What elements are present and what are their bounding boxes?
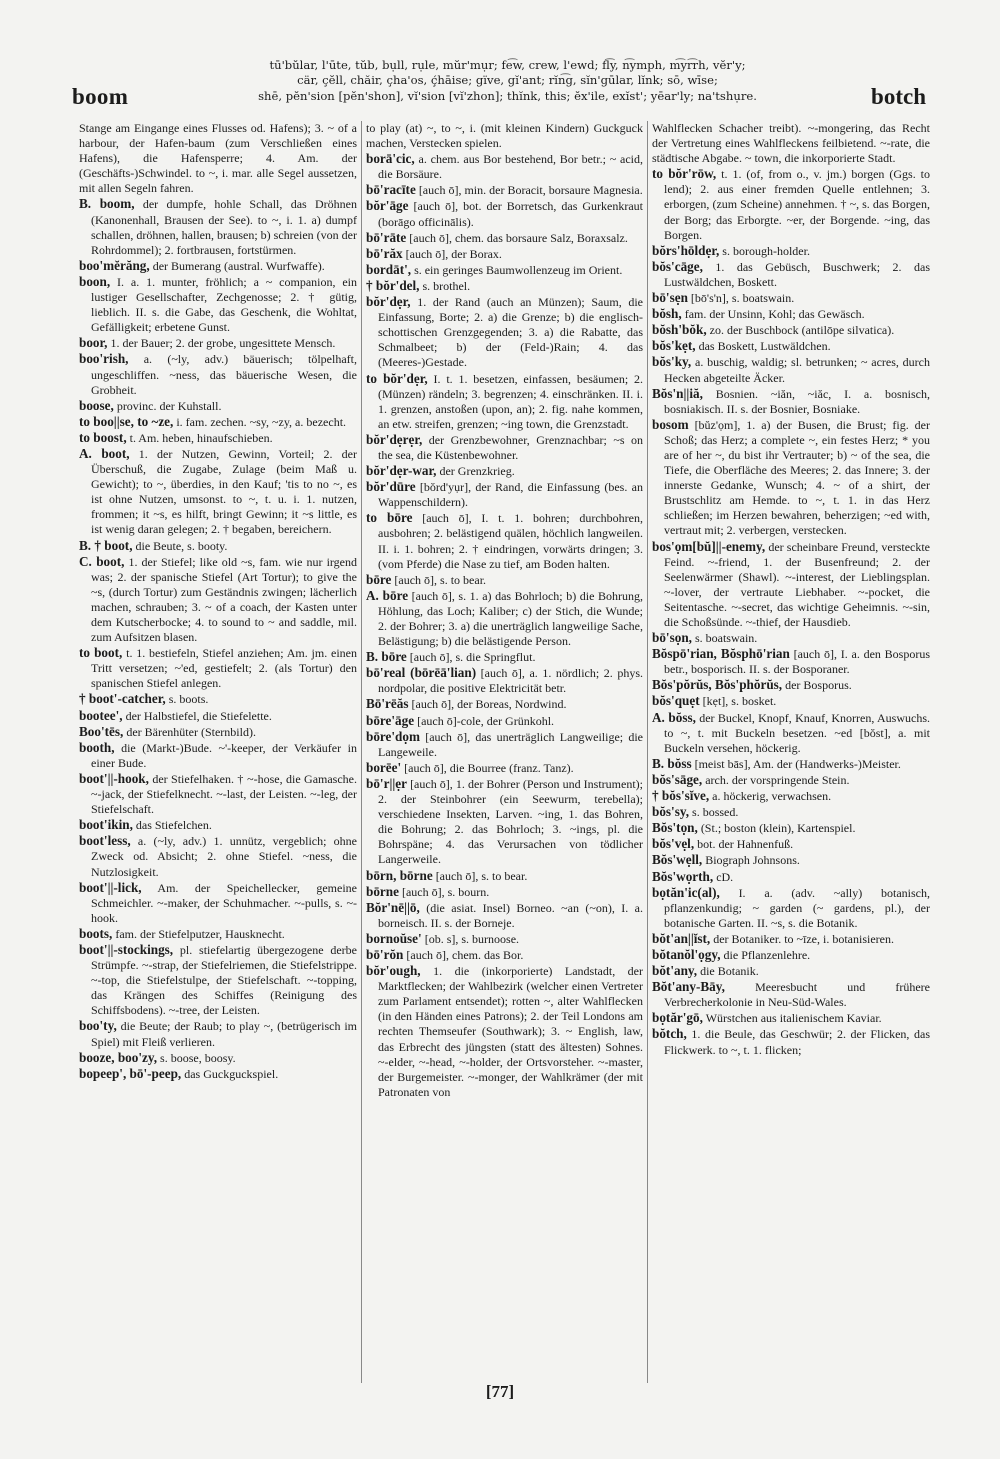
dictionary-entry — [79, 771, 357, 817]
dictionary-entry — [652, 931, 930, 947]
dictionary-entry — [79, 430, 357, 446]
entry-headword: bŏs'sy, — [652, 804, 690, 820]
entry-definition: arch. der vorspringende Stein. — [705, 772, 850, 787]
entry-headword: boo'mĕrăng, — [79, 257, 150, 273]
dictionary-entry — [79, 724, 357, 740]
dictionary-entry — [366, 432, 643, 463]
entry-headword: A. bŏss, — [652, 709, 696, 725]
entry-definition: der Buckel, Knopf, Knauf, Knorren, Auswuchs. to ~, t. mit Buckeln besetzen. ~ed [bŏst], a. mit Buckeln versehen, höckerig. — [664, 710, 930, 755]
entry-headword: Bŏs'tọn, — [652, 820, 698, 836]
dictionary-entry — [652, 820, 930, 836]
entry-headword: bŏs'cāge, — [652, 258, 703, 274]
dictionary-entry — [652, 1010, 930, 1026]
entry-headword: boon, — [79, 273, 111, 289]
dictionary-entry — [652, 710, 930, 756]
dictionary-entry — [652, 885, 930, 931]
entry-definition: provinc. der Kuhstall. — [116, 398, 222, 413]
dictionary-entry — [366, 760, 643, 776]
entry-definition: I. a. (adv. ~ally) botanisch, pflanzenkundig; ~ garden (~ gardens, pl.), der botanische Garten. II. ~s, s. die Botanik. — [664, 885, 930, 930]
entry-definition: 1. das Gebüsch, Buschwerk; 2. das Lustwäldchen, Boskett. — [664, 259, 930, 289]
guide-word-right: botch — [871, 84, 926, 109]
entry-definition: [ob. s], s. burnoose. — [424, 931, 520, 946]
dictionary-entry — [652, 693, 930, 709]
entry-headword: boo'rish, — [79, 351, 129, 367]
entry-definition: [auch ō], der Boreas, Nordwind. — [411, 697, 567, 712]
dictionary-entry — [652, 646, 930, 677]
entry-headword: boots, — [79, 925, 113, 941]
dictionary-entry — [652, 836, 930, 852]
dictionary-entry — [366, 572, 643, 588]
entry-headword: bō'răx — [366, 245, 403, 261]
entry-definition: [auch ō], der Borax. — [405, 246, 502, 261]
dictionary-entry — [652, 869, 930, 885]
entry-headword: to bōre — [366, 510, 413, 526]
entry-definition: der dumpfe, hohle Schall, das Dröhnen (Kanonenhall, Brausen der See). to ~, i. 1. a) dumpf schallen, dröhnen, hallen, brausen; b) schreien (von der Rohrdommel); 2. fortbrausen, fortstürmen. — [91, 197, 357, 257]
entry-definition: a. (~ly, adv.) 1. unnütz, vergeblich; ohne Zweck od. Absicht; 2. ohne Stiefel. ~ness, die Nutzlosigkeit. — [91, 834, 357, 879]
entry-definition: t. 1. (of, from o., v. jm.) borgen (Ggs. to lend); 2. aus einer fremden Quelle entlehnen; 3. erborgen, (zum Scheine) annehmen. † ~, s. das Borgen, der Borg; das Erborgte. ~er, der Borgende. ~ing, das Borgen. — [664, 167, 930, 242]
entry-headword: bō'sọn, — [652, 630, 692, 646]
entry-headword: B. † boot, — [79, 537, 133, 553]
guide-word-left: boom — [72, 84, 129, 109]
entry-headword: Bŏs'pŏrŭs, Bŏs'phŏrŭs, — [652, 677, 783, 693]
dictionary-entry — [79, 1066, 357, 1082]
entry-definition: s. brothel. — [422, 278, 471, 293]
dictionary-entry — [366, 262, 643, 278]
entry-headword: bŏr'dẹr-war, — [366, 463, 437, 479]
entry-headword: bootee', — [79, 707, 123, 723]
entry-headword: boot'ikin, — [79, 817, 133, 833]
dictionary-entry — [366, 151, 643, 182]
column-3 — [647, 121, 930, 1383]
dictionary-entry — [79, 833, 357, 879]
entry-headword: bŏr'dẹrẹr, — [366, 431, 423, 447]
entry-definition: fam. der Stiefelputzer, Hausknecht. — [115, 926, 285, 941]
entry-headword: bō'rāte — [366, 229, 407, 245]
dictionary-entry — [79, 446, 357, 538]
dictionary-entry — [366, 182, 643, 198]
dictionary-entry — [366, 947, 643, 963]
entry-definition: [auch ō], s. bourn. — [401, 884, 490, 899]
entry-definition: s. borough-holder. — [722, 243, 810, 258]
entry-headword: to boo||se, to ~ze, — [79, 413, 174, 429]
dictionary-entry — [366, 931, 643, 947]
entry-headword: Bŏs'n||iă, — [652, 385, 703, 401]
entry-headword: boor, — [79, 335, 108, 351]
dictionary-entry — [652, 166, 930, 242]
entry-definition: [meist bās], Am. der (Handwerks-)Meister. — [694, 756, 901, 771]
dictionary-entry — [366, 776, 643, 868]
dictionary-entry — [79, 274, 357, 335]
entry-definition: der Bumerang (austral. Wurfwaffe). — [152, 258, 325, 273]
entry-definition: [auch ō], a. 1. nördlich; 2. phys. nordpolar, die positive Elektricität betr. — [378, 666, 643, 696]
pronunciation-key-line: shē, pĕn'sion [pĕn'shon], vĭ'sion [vĭ'zhon]; thĭnk, this; ĕx'ile, exĭst'; yēar'ly; na'tshụre. — [258, 88, 757, 103]
entry-definition: der Grenzkrieg. — [439, 464, 515, 479]
entry-headword: bosom — [652, 416, 689, 432]
dictionary-entry — [366, 729, 643, 760]
entry-headword: borēe' — [366, 759, 402, 775]
dictionary-entry — [366, 884, 643, 900]
entry-definition: a. höckerig, verwachsen. — [712, 789, 832, 804]
entry-definition: [auch ō], die Bourree (franz. Tanz). — [404, 760, 574, 775]
dictionary-entry — [79, 1018, 357, 1049]
entry-definition: I. a. 1. munter, fröhlich; a ~ companion, ein lustiger Gesellschafter, Zechgenosse; 2. † gütig, lieblich. II. s. die Gabe, das Geschenk, die Wohltat, Gefälligkeit; erbetene Gunst. — [91, 274, 357, 335]
dictionary-entry — [652, 354, 930, 385]
dictionary-entry — [79, 645, 357, 691]
entry-definition: a. buschig, waldig; sl. betrunken; ~ acres, durch Hecken abgeteilte Äcker. — [664, 355, 930, 385]
entry-definition: zo. der Buschbock (antilōpe silvatica). — [709, 323, 895, 338]
entry-definition: die Pflanzenlehre. — [723, 947, 811, 962]
dictionary-entry — [366, 479, 643, 510]
entry-headword: bōre'āge — [366, 712, 415, 728]
dictionary-entry — [366, 963, 643, 1100]
entry-definition: Würstchen aus italienischem Kaviar. — [705, 1011, 882, 1026]
dictionary-entry — [79, 414, 357, 430]
dictionary-entry — [366, 588, 643, 649]
entry-definition: Wahlflecken Schacher treibt). ~-mongering, das Recht der Vertretung eines Wahlfleckens feilbietend. ~-rate, die städtische Abgabe. ~ town, die inkorporierte Stadt. — [652, 121, 930, 166]
dictionary-entry — [79, 554, 357, 646]
entry-headword: bŏt'any, — [652, 963, 698, 979]
entry-definition: [bŏrd'yụr], der Rand, die Einfassung (bes. an Wappenschildern). — [378, 480, 643, 510]
column-1 — [79, 121, 357, 1383]
entry-headword: Bŏs'wọrth, — [652, 868, 714, 884]
entry-headword: bŏr'dẹr, — [366, 294, 411, 310]
entry-definition: [auch ō], das unerträglich Langweilige; die Langeweile. — [378, 729, 643, 759]
entry-headword: bō'sẹn — [652, 290, 688, 306]
dictionary-entry — [652, 677, 930, 693]
entry-headword: boot'less, — [79, 833, 131, 849]
dictionary-entry — [652, 804, 930, 820]
dictionary-entry — [79, 926, 357, 942]
entry-definition: a. (~ly, adv.) bäuerisch; tölpelhaft, ungeschliffen. ~ness, das bäuerische Wesen, die Grobheit. — [91, 352, 357, 397]
entry-headword: borā'cic, — [366, 151, 415, 167]
entry-definition: a. chem. aus Bor bestehend, Bor betr.; ~ acid, die Borsäure. — [378, 152, 643, 182]
dictionary-entry — [366, 463, 643, 479]
entry-definition: s. boose, boosy. — [160, 1050, 236, 1065]
entry-headword: to bŏr'dẹr, — [366, 370, 428, 386]
entry-headword: bọtăr'gō, — [652, 1010, 703, 1026]
entry-headword: Boo'tēs, — [79, 723, 124, 739]
dictionary-entry — [366, 713, 643, 729]
page-number: [77] — [485, 1382, 515, 1401]
dictionary-entry — [79, 258, 357, 274]
entry-headword: bọtăn'ic(al), — [652, 884, 720, 900]
entry-definition: der scheinbare Freund, versteckte Feind. ~-friend, 1. der Busenfreund; 2. der Seelenwärmer (Shawl). ~-interest, der Lieblingsplan. ~-lover, der vertraute Liebhaber. ~-pocket, die Seitentasche. ~-secret, das wichtige Geheimnis. ~-sin, die Schoßsünde. ~-thief, der Hausdieb. — [664, 539, 930, 629]
dictionary-entry — [652, 386, 930, 417]
dictionary-entry — [652, 121, 930, 166]
entry-headword: Bŏspō'rian, Bŏsphō'rian — [652, 646, 790, 662]
entry-definition: [auch ō], s. 1. a) das Bohrloch; b) die Bohrung, Höhlung, das Loch; Kaliber; c) der Stich, die Wunde; 2. der Bohrer; 3. a) die unerträglich langweilige Sache, Belästigung; b) die belästigende Person. — [378, 588, 643, 649]
dictionary-entry — [79, 196, 357, 257]
dictionary-entry — [366, 900, 643, 931]
entry-definition: Meeresbucht und frühere Verbrecherkolonie in Neu-Süd-Wales. — [664, 980, 930, 1010]
entry-definition: [auch ō], s. to bear. — [435, 868, 528, 883]
dictionary-entry — [652, 290, 930, 306]
entry-headword: bŏsh'bŏk, — [652, 322, 707, 338]
dictionary-entry — [79, 740, 357, 771]
entry-headword: bō'real (bōrēā'lian) — [366, 665, 477, 681]
entry-headword: bos'ọm[bŭ]||-enemy, — [652, 538, 766, 554]
dictionary-entry — [652, 243, 930, 259]
dictionary-entry — [366, 294, 643, 370]
entry-definition: die Beute; der Raub; to play ~, (betrügerisch im Spiel) mit Fleiß verlieren. — [91, 1019, 357, 1049]
dictionary-entry — [79, 335, 357, 351]
dictionary-entry — [652, 756, 930, 772]
entry-headword: B. bŏss — [652, 755, 692, 771]
entry-headword: Bŏs'wẹll, — [652, 852, 703, 868]
entry-definition: (die asiat. Insel) Borneo. ~an (~on), I. a. borneisch. II. s. der Borneje. — [378, 900, 643, 930]
dictionary-entry — [652, 852, 930, 868]
dictionary-entry — [79, 398, 357, 414]
entry-definition: [auch ō], chem. das borsaure Salz, Boraxsalz. — [409, 230, 628, 245]
entry-definition: [bō's'n], s. boatswain. — [690, 291, 795, 306]
dictionary-entry — [79, 691, 357, 707]
dictionary-entry — [366, 121, 643, 151]
dictionary-entry — [79, 708, 357, 724]
entry-definition: 1. die Beule, das Geschwür; 2. der Flicken, das Flickwerk. to ~, t. 1. flicken; — [664, 1027, 930, 1057]
entry-definition: das Guckguckspiel. — [184, 1066, 279, 1081]
entry-definition: die (Markt-)Bude. ~'-keeper, der Verkäufer in einer Bude. — [91, 740, 357, 770]
entry-definition: 1. der Stiefel; like old ~s, fam. wie nur irgend was; 2. der spanische Stiefel (Art Tortur); to give the ~s, (durch Tortur) zum Geständnis zwingen; lächerlich machen, schrauben; 3. ~ of a coach, der Kasten unter dem Kutscherbocke; 4. to sound to ~ and saddle, mil. zum Aufsitzen blasen. — [91, 554, 357, 645]
entry-definition: der Bosporus. — [785, 678, 852, 693]
dictionary-entry — [652, 417, 930, 539]
pronunciation-key-line: cär, çĕll, chăir, çha'os, ḉhāise; gïve, gĭ'ant; rĭn͡g, sĭn'gūlar, lĭnk; sō, wīse; — [297, 73, 718, 88]
entry-definition: [auch ō]-cole, der Grünkohl. — [417, 713, 555, 728]
dictionary-entry — [79, 817, 357, 833]
entry-definition: I. t. 1. besetzen, einfassen, besäumen; 2. (Münzen) rändeln; 3. begrenzen; 4. einschränken. II. i. 1. grenzen, anstoßen (upon, an); 2. fig. nahe kommen, an etw. streifen, grenzen; ~ing town, die Grenzstadt. — [378, 371, 643, 431]
entry-headword: C. boot, — [79, 553, 125, 569]
entry-headword: B. boom, — [79, 196, 135, 212]
entry-headword: bō'r||ẹr — [366, 775, 407, 791]
dictionary-entry — [652, 963, 930, 979]
dictionary-entry — [79, 880, 357, 926]
entry-headword: A. boot, — [79, 445, 130, 461]
entry-headword: bŏs'sāge, — [652, 771, 703, 787]
entry-headword: bŏr'dūre — [366, 479, 416, 495]
entry-headword: to boost, — [79, 429, 127, 445]
entry-headword: bō'rŏn — [366, 946, 404, 962]
entry-headword: boose, — [79, 397, 114, 413]
dictionary-entry — [366, 371, 643, 432]
dictionary-entry — [652, 338, 930, 354]
entry-headword: bōre'dọm — [366, 728, 420, 744]
entry-definition: Bosnien. ~iăn, ~iăc, I. a. bosnisch, bosniakisch. II. s. der Bosnier, Bosniake. — [664, 386, 930, 416]
dictionary-entry — [79, 121, 357, 196]
entry-headword: to boot, — [79, 645, 123, 661]
entry-definition: s. boots. — [168, 692, 209, 707]
entry-definition: die Beute, s. booty. — [135, 538, 228, 553]
entry-headword: † bŏs'sĭve, — [652, 788, 710, 804]
entry-headword: bordāt', — [366, 261, 412, 277]
entry-headword: A. bōre — [366, 587, 409, 603]
pronunciation-key-line: tū'bŭlar, l'ūte, tŭb, bụll, rụle, mŭr'mụr; fe͡w, crew, l'ewd; fl͡y, n͡ymph, m͡yr͡rh, vĕr'y; — [269, 58, 746, 72]
entry-headword: bŏtch, — [652, 1026, 687, 1042]
dictionary-entry — [79, 351, 357, 397]
entry-headword: B. bōre — [366, 649, 407, 665]
dictionary-entry — [652, 259, 930, 290]
dictionary-entry — [366, 868, 643, 884]
entry-headword: bŏs'ky, — [652, 354, 692, 370]
entry-definition: der Grenzbewohner, Grenznachbar; ~s on the sea, die Küstenbewohner. — [378, 432, 643, 462]
entry-definition: [auch ō], s. to bear. — [394, 572, 487, 587]
entry-definition: cD. — [716, 869, 734, 884]
entry-headword: boot'||-stockings, — [79, 941, 174, 957]
entry-definition: [auch ō], 1. der Bohrer (Person und Instrument); 2. der Steinbohrer (ein Seewurm, terebella); verschiedene Insekten, Larven. ~ing, 1. das Bohren, die Bohrung; 2. das Bohrloch; 3. ~ings, pl. die Bohrspäne; 4. das Verursachen von tödlicher Langerweile. — [378, 776, 643, 867]
entry-definition: [auch ō], I. t. 1. bohren; durchbohren, ausbohren; 2. belästigend quälen, höchlich langweilen. II. i. 1. bohren; 2. † eindringen, vorwärts dringen; 3. (vom Pferde) die Nase zu tief, am Boden halten. — [378, 511, 643, 571]
entry-headword: bōre — [366, 571, 392, 587]
dictionary-entry — [366, 665, 643, 696]
entry-headword: Bō'rēăs — [366, 696, 409, 712]
entry-definition: 1. der Rand (auch an Münzen); Saum, die Einfassung, Borte; 2. a) die Grenze; b) die englisch-schottischen Grenzgegenden; 3. a) die Rabatte, das Schmalbeet; b) der (Feld-)Rain; 4. das (Meeres-)Gestade. — [378, 295, 643, 370]
entry-definition: die Botanik. — [700, 964, 759, 979]
entry-headword: Bŏr'nē||ō, — [366, 899, 420, 915]
entry-headword: bŏt'an||ĭst, — [652, 930, 711, 946]
dictionary-entry — [366, 198, 643, 229]
dictionary-entry — [652, 539, 930, 631]
entry-definition: s. boatswain. — [694, 631, 758, 646]
entry-definition: 1. der Bauer; 2. der grobe, ungesittete Mensch. — [110, 336, 336, 351]
entry-headword: Bŏt'any-Bāy, — [652, 979, 725, 995]
entry-definition: Am. der Speichellecker, gemeine Schmeichler. ~-maker, der Schuhmacher. ~-pulls, s. ~-hook. — [91, 880, 357, 925]
entry-definition: das Stiefelchen. — [135, 818, 212, 833]
entry-definition: s. ein geringes Baumwollenzeug im Orient. — [414, 262, 623, 277]
dictionary-entry — [79, 538, 357, 554]
entry-definition: [auch ō], I. a. den Bosporus betr., bosporisch. II. s. der Bosporaner. — [664, 647, 930, 677]
dictionary-entry — [652, 772, 930, 788]
entry-definition: [auch ō], chem. das Bor. — [406, 947, 524, 962]
entry-headword: bŏr'āge — [366, 198, 409, 214]
entry-headword: boo'ty, — [79, 1018, 117, 1034]
dictionary-entry — [366, 246, 643, 262]
dictionary-entry — [79, 942, 357, 1018]
column-2 — [361, 121, 643, 1383]
dictionary-entry — [652, 947, 930, 963]
entry-headword: booze, boo'zy, — [79, 1049, 158, 1065]
entry-headword: bopeep', bō'-peep, — [79, 1065, 182, 1081]
entry-headword: bō'racīte — [366, 182, 416, 198]
entry-definition: das Boskett, Lustwäldchen. — [698, 339, 831, 354]
entry-definition: 1. der Nutzen, Gewinn, Vorteil; 2. der Überschuß, die Zugabe, Zulage (beim Maß u. Gewicht); to ~, überdies, in den Kauf; 'tis to no ~, es ist ohne Nutzen, umsonst. to ~, t. u. i. 1. nutzen, frommen; it ~s, es hilft, bringt Gewinn; it ~s little, es ist wenig daran gelegen; 2. † begaben, bereichern. — [91, 446, 357, 537]
dictionary-entry — [652, 979, 930, 1010]
entry-headword: bōrne — [366, 883, 399, 899]
entry-definition: Stange am Eingange eines Flusses od. Hafens); 3. ~ of a harbour, der Hafen-baum (zum Verschließen eines Hafens), die Hafensperre; 4. Am. der (Geschäfts-)Schwindel. to ~, i. mar. alle Segel aussetzen, mit allen Segeln fahren. — [79, 121, 357, 196]
pronunciation-key — [225, 58, 790, 104]
entry-definition: t. Am. heben, hinaufschieben. — [129, 430, 273, 445]
entry-headword: bŏs'kẹt, — [652, 338, 696, 354]
entry-definition: [auch ō], bot. der Borretsch, das Gurkenkraut (borāgo officinālis). — [378, 199, 643, 229]
entry-definition: pl. stiefelartig übergezogene derbe Strümpfe. ~-strap, der Stiefelriemen, die Stiefelstrippe. ~-top, die Stiefelstulpe, der Stiefelschaft. ~-topping, das Krängen des Schiffes (Reinigung des Schiffsbodens). ~-tree, der Leisten. — [91, 942, 357, 1018]
entry-headword: bŏr'ough, — [366, 963, 421, 979]
entry-definition: der Stiefelhaken. † ~-hose, die Gamasche. ~-jack, der Stiefelknecht. ~-last, der Leisten. ~-leg, der Stiefelschaft. — [91, 771, 357, 817]
entry-definition: [auch ō], min. der Boracit, borsaure Magnesia. — [418, 183, 643, 198]
entry-definition: [bŭz'ọm], 1. a) der Busen, die Brust; fig. der Schoß; das Herz; a complete ~, ein festes Herz; * you are of her ~, du bist ihr Vertrauter; b) ~ of the sea, die Tiefe, die Oberfläche des Meeres; 2. das Innere; 3. der innerste Gedanke, Wunsch; 4. ~ of a shirt, der Brustschlitz am Hemde. to ~, t. 1. in das Herz schließen; im Herzen bewahren, beherzigen; ~ed with, vertraut mit; 2. verbergen, verstecken. — [664, 417, 930, 538]
entry-definition: bot. der Hahnenfuß. — [697, 837, 794, 852]
entry-definition: der Bärenhüter (Sternbild). — [126, 724, 256, 739]
entry-definition: 1. die (inkorporierte) Landstadt, der Marktflecken; der Wahlbezirk (welcher einen Vertreter zum Parlament entsendet); rotten ~, alter Wahlflecken (in den Händen eines Patrons); 2. der Teil Londons am rechten Themseufer (Southwark); 3. ~ English, law, das Erbrecht des jüngsten (statt des ältesten) Sohnes. ~-elder, ~-head, ~-holder, der Ortsvorsteher. ~-master, der Burgemeister. ~-monger, der Wahlkrämer (der mit Patronaten von — [378, 964, 643, 1099]
dictionary-entry — [652, 1026, 930, 1057]
dictionary-entry — [652, 788, 930, 804]
entry-headword: bŏsh, — [652, 306, 682, 322]
dictionary-entry — [366, 230, 643, 246]
entry-headword: boot'||-lick, — [79, 879, 142, 895]
dictionary-entry — [366, 696, 643, 712]
entry-definition: i. fam. zechen. ~sy, ~zy, a. bezecht. — [176, 414, 347, 429]
entry-definition: Biograph Johnsons. — [705, 853, 800, 868]
entry-definition: [kẹt], s. bosket. — [702, 694, 777, 709]
dictionary-entry — [366, 510, 643, 571]
entry-headword: † bŏr'del, — [366, 277, 420, 293]
dictionary-entry — [652, 306, 930, 322]
entry-headword: bŏs'quẹt — [652, 693, 700, 709]
entry-definition: t. 1. bestiefeln, Stiefel anziehen; Am. jm. einen Tritt versetzen; ~'ed, gestiefelt; 2. (als Tortur) den spanischen Stiefel anlegen. — [91, 646, 357, 691]
dictionary-entry — [652, 630, 930, 646]
entry-headword: to bŏr'rōw, — [652, 166, 717, 182]
entry-definition: [auch ō], s. die Springflut. — [409, 650, 536, 665]
entry-headword: † boot'-catcher, — [79, 691, 166, 707]
entry-headword: boot'||-hook, — [79, 770, 149, 786]
dictionary-entry — [366, 649, 643, 665]
entry-definition: fam. der Unsinn, Kohl; das Gewäsch. — [684, 307, 865, 322]
entry-definition: der Botaniker. to ~īze, i. botanisieren. — [713, 931, 894, 946]
entry-headword: bŏs'vẹl, — [652, 836, 695, 852]
entry-headword: bornoŭse' — [366, 930, 422, 946]
entry-definition: (St.; boston (klein), Kartenspiel. — [700, 821, 856, 836]
entry-headword: bŏtanŏl'ọgy, — [652, 946, 721, 962]
entry-definition: to play (at) ~, to ~, i. (mit kleinen Kindern) Guckguck machen, Verstecken spielen. — [366, 121, 643, 151]
dictionary-entry — [79, 1050, 357, 1066]
entry-definition: s. bossed. — [692, 805, 739, 820]
entry-headword: bōrn, bōrne — [366, 867, 433, 883]
dictionary-entry — [366, 278, 643, 294]
entry-headword: booth, — [79, 739, 115, 755]
entry-headword: bŏrs'hōldẹr, — [652, 242, 720, 258]
entry-definition: der Halbstiefel, die Stiefelette. — [125, 708, 272, 723]
dictionary-entry — [652, 322, 930, 338]
